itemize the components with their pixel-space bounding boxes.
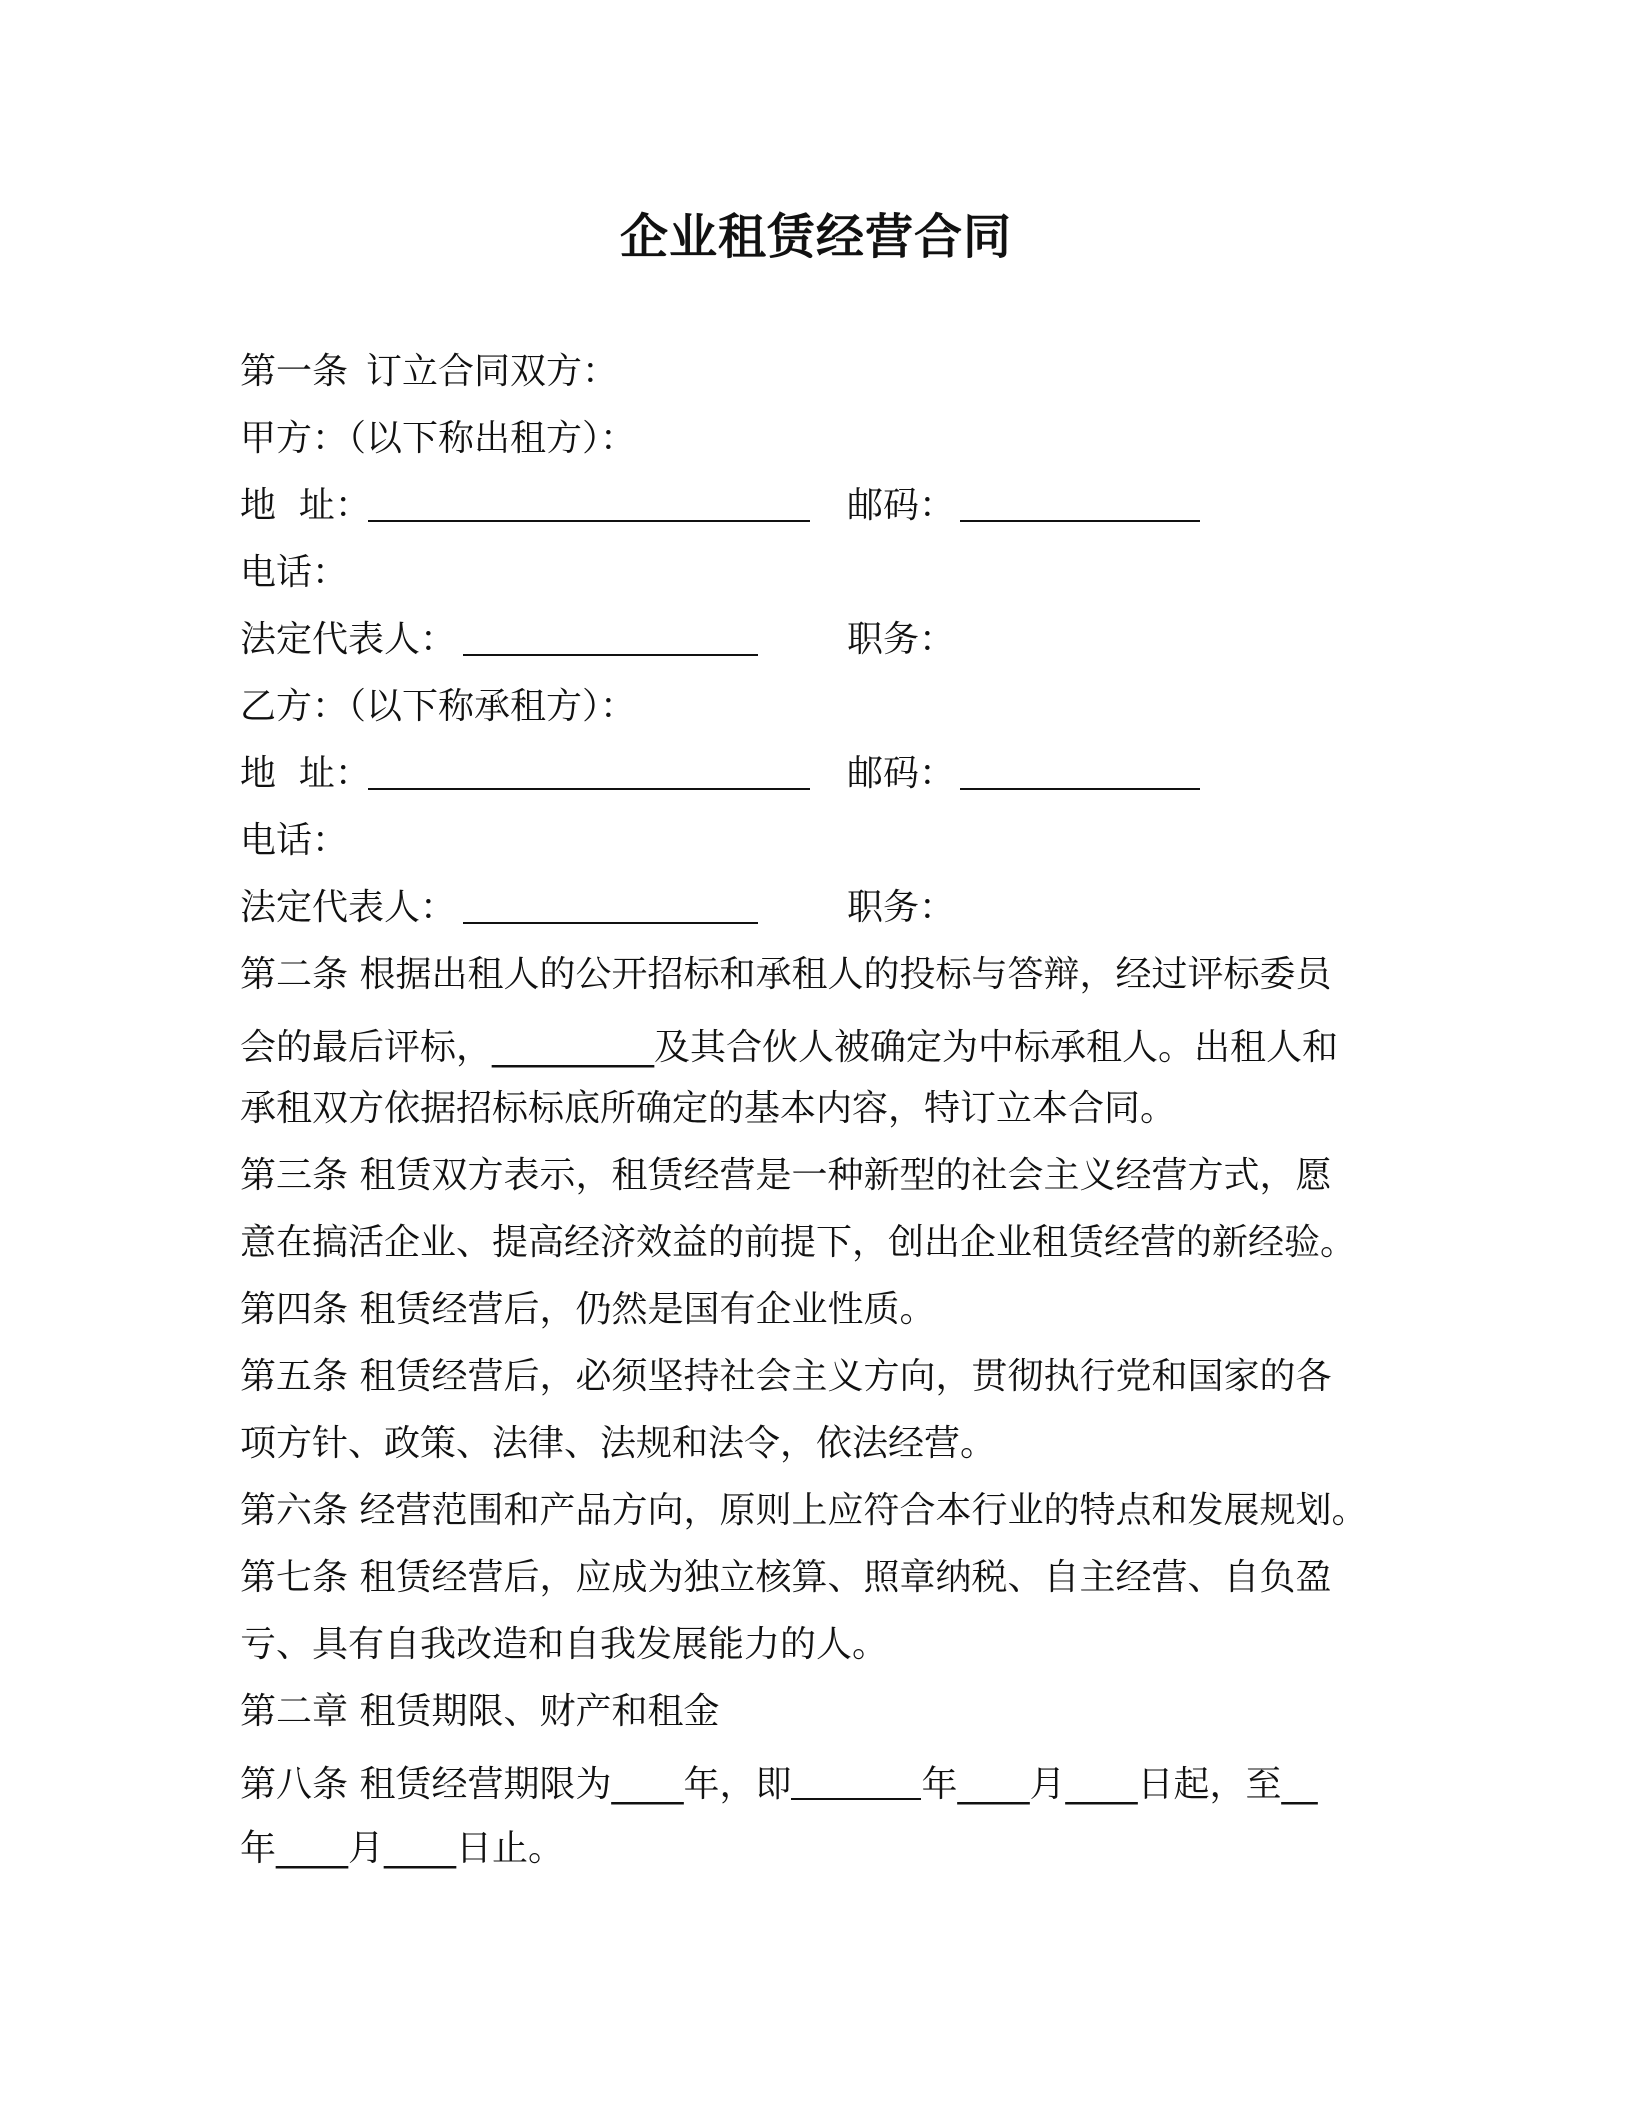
article-8-line: 年____月____日止。 — [240, 1828, 565, 1869]
party-b-legal-rep-row — [240, 874, 1390, 941]
party-a-legal-rep-field[interactable] — [463, 624, 758, 656]
party-b-position-label: 职务： — [847, 887, 956, 928]
party-a-address-field[interactable] — [368, 490, 810, 522]
party-b-postcode-label: 邮码： — [847, 753, 956, 794]
document-title: 企业租赁经营合同 — [619, 209, 1012, 265]
article-2 — [240, 941, 1390, 1142]
party-b-postcode-field[interactable] — [960, 758, 1200, 790]
article-8 — [240, 1745, 1390, 1882]
party-b-legal-rep-field[interactable] — [463, 892, 758, 924]
article-4 — [240, 1276, 1390, 1343]
article-2-line: 承租双方依据招标标底所确定的基本内容，特订立本合同。 — [240, 1088, 1177, 1129]
party-a-postcode-label: 邮码： — [847, 485, 956, 526]
article-4-line: 第四条 租赁经营后，仍然是国有企业性质。 — [240, 1289, 936, 1330]
article-5-line: 第五条 租赁经营后，必须坚持社会主义方向，贯彻执行党和国家的各 — [240, 1356, 1332, 1397]
article-1-number: 第一条 — [240, 351, 349, 392]
party-b-legal-rep-label: 法定代表人： — [240, 887, 457, 928]
party-a-legal-rep-label: 法定代表人： — [240, 619, 457, 660]
article-1-title: 订立合同双方： — [366, 351, 619, 392]
article-3-line: 意在搞活企业、提高经济效益的前提下，创出企业租赁经营的新经验。 — [240, 1222, 1357, 1263]
article-7-line: 亏、具有自我改造和自我发展能力的人。 — [240, 1624, 889, 1665]
party-b-phone-row — [240, 807, 1390, 874]
chapter-2-heading: 第二章 租赁期限、财产和租金 — [240, 1691, 720, 1732]
party-a-legal-rep-row — [240, 606, 1390, 673]
party-a-phone-row — [240, 539, 1390, 606]
party-a-line: 甲方：（以下称出租方）： — [240, 418, 637, 459]
article-3-line: 第三条 租赁双方表示，租赁经营是一种新型的社会主义经营方式，愿 — [240, 1155, 1332, 1196]
article-2-line: 第二条 根据出租人的公开招标和承租人的投标与答辩，经过评标委员 — [240, 954, 1332, 995]
party-a-position-label: 职务： — [847, 619, 956, 660]
article-8-text-b: 年____月____日起，至__ — [921, 1764, 1318, 1805]
party-b-phone-label: 电话： — [240, 820, 349, 861]
article-8-text-a: 第八条 租赁经营期限为____年，即 — [240, 1764, 792, 1805]
article-5 — [240, 1343, 1390, 1477]
party-a-address-row — [240, 472, 1390, 539]
article-6-line: 第六条 经营范围和产品方向，原则上应符合本行业的特点和发展规划。 — [240, 1490, 1368, 1531]
document-body — [240, 338, 1390, 1882]
article-6 — [240, 1477, 1390, 1544]
party-b-address-field[interactable] — [368, 758, 810, 790]
article-3 — [240, 1142, 1390, 1276]
article-2-line: 会的最后评标，_________及其合伙人被确定为中标承租人。出租人和 — [240, 1027, 1339, 1068]
article-7 — [240, 1544, 1390, 1678]
article-8-line — [240, 1745, 1390, 1815]
party-a-address-label: 地 址： — [240, 485, 371, 526]
party-a-phone-label: 电话： — [240, 552, 349, 593]
party-b-address-row — [240, 740, 1390, 807]
party-b-address-label: 地 址： — [240, 753, 371, 794]
article-8-start-year-field[interactable] — [791, 1768, 921, 1800]
article-1-heading — [240, 338, 1390, 405]
article-7-line: 第七条 租赁经营后，应成为独立核算、照章纳税、自主经营、自负盈 — [240, 1557, 1332, 1598]
party-b-line: 乙方：（以下称承租方）： — [240, 686, 637, 727]
article-5-line: 项方针、政策、法律、法规和法令，依法经营。 — [240, 1423, 997, 1464]
party-a-postcode-field[interactable] — [960, 490, 1200, 522]
